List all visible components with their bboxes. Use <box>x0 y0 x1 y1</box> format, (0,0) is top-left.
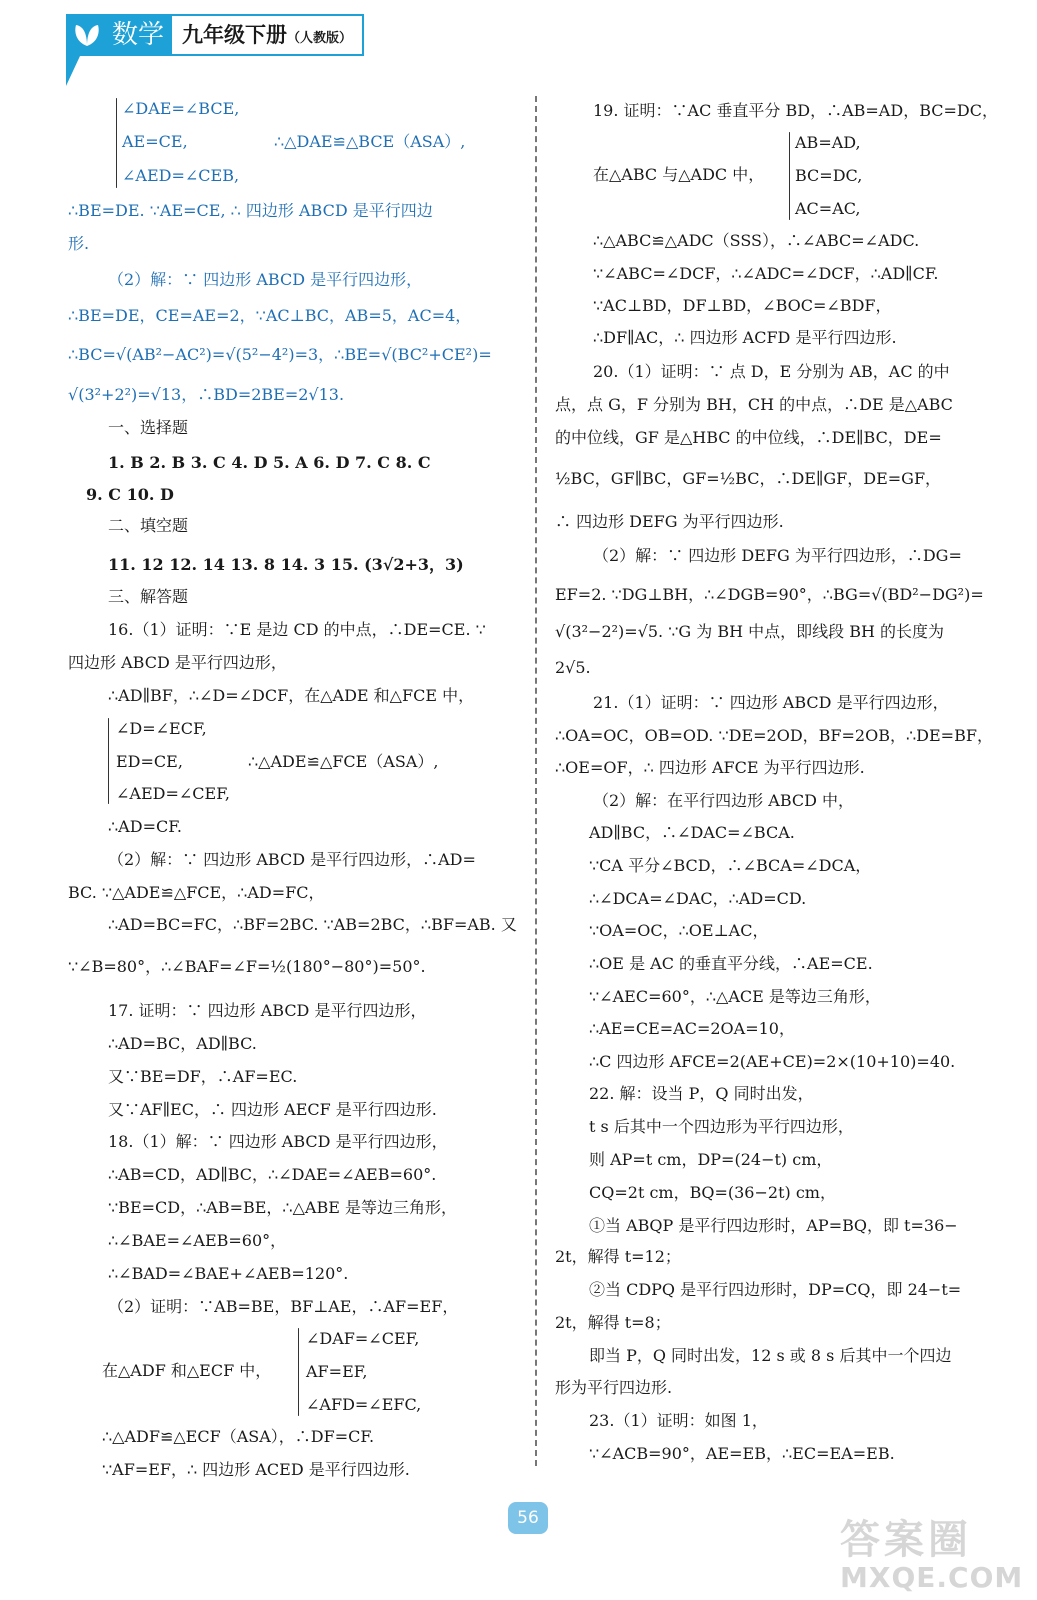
text-line: ∠AED=∠CEF, <box>116 784 230 803</box>
text-line: ∠AED=∠CEB, <box>122 166 240 185</box>
text-line: 23.（1）证明：如图 1， <box>589 1411 768 1430</box>
text-line: ∴BC=√(AB²−AC²)=√(5²−4²)=3，∴BE=√(BC²+CE²)= <box>68 345 492 364</box>
text-line: 9. C 10. D <box>86 485 174 504</box>
text-line: ∴DF∥AC，∴ 四边形 ACFD 是平行四边形. <box>593 328 897 347</box>
text-line: ∵∠ABC=∠DCF，∴∠ADC=∠DCF，∴AD∥CF. <box>593 264 939 283</box>
text-line: 又∵AF∥EC，∴ 四边形 AECF 是平行四边形. <box>108 1100 437 1119</box>
text-line: 18.（1）解：∵ 四边形 ABCD 是平行四边形， <box>108 1132 448 1151</box>
text-line: 21.（1）证明：∵ 四边形 ABCD 是平行四边形， <box>593 693 949 712</box>
book-title <box>172 14 364 56</box>
brace <box>108 718 109 804</box>
text-line: ∴AB=CD，AD∥BC，∴∠DAE=∠AEB=60°. <box>108 1165 437 1184</box>
text-line: （2）解：在平行四边形 ABCD 中， <box>593 791 855 810</box>
text-line: AF=EF, <box>306 1362 368 1381</box>
text-line: ∴AD=BC=FC，∴BF=2BC. ∵AB=2BC，∴BF=AB. 又 <box>108 915 517 934</box>
book-title-text: 九年级下册 <box>182 23 288 47</box>
text-line: CQ=2t cm，BQ=(36−2t) cm， <box>589 1183 836 1202</box>
text-line: ∴∠BAD=∠BAE+∠AEB=120°. <box>108 1264 349 1283</box>
text-line: 形. <box>68 234 90 253</box>
text-line: 即当 P，Q 同时出发，12 s 或 8 s 后其中一个四边 <box>589 1346 952 1365</box>
edition-text: （人教版） <box>287 31 353 46</box>
text-line: ∴C 四边形 AFCE=2(AE+CE)=2×(10+10)=40. <box>589 1052 956 1071</box>
text-line: （2）解：∵ 四边形 ABCD 是平行四边形，∴AD= <box>108 850 476 869</box>
text-line: ∴OE 是 AC 的垂直平分线，∴AE=CE. <box>589 954 873 973</box>
page-header <box>66 14 364 56</box>
brace <box>789 132 790 220</box>
section-heading: 二、填空题 <box>108 516 189 535</box>
text-line: ∵∠B=80°，∴∠BAF=∠F=½(180°−80°)=50°. <box>68 957 426 976</box>
text-line: ∴ 四边形 DEFG 为平行四边形. <box>555 512 784 531</box>
text-line: ∠DAF=∠CEF, <box>306 1329 420 1348</box>
text-line: 1. B 2. B 3. C 4. D 5. A 6. D 7. C 8. C <box>108 453 431 472</box>
column-divider <box>535 96 537 1466</box>
text-line: ∴∠BAE=∠AEB=60°， <box>108 1231 287 1250</box>
text-line: 形为平行四边形. <box>555 1378 673 1397</box>
page-number: 56 <box>508 1502 548 1534</box>
text-line: 2√5. <box>555 658 591 677</box>
text-line: AB=AD, <box>795 133 861 152</box>
text-line: 在△ADF 和△ECF 中， <box>102 1361 272 1380</box>
text-line: AC=AC, <box>795 199 861 218</box>
text-line: ∴∠DCA=∠DAC，∴AD=CD. <box>589 889 807 908</box>
text-line: √(3²−2²)=√5. ∵G 为 BH 中点，即线段 BH 的长度为 <box>555 622 945 641</box>
text-line: ∵∠ACB=90°，AE=EB，∴EC=EA=EB. <box>589 1444 895 1463</box>
text-line: ED=CE, <box>116 752 183 771</box>
text-line: ∴OE=OF，∴ 四边形 AFCE 为平行四边形. <box>555 758 865 777</box>
text-line: AE=CE, <box>122 132 188 151</box>
text-line: 的中位线，GF 是△HBC 的中位线，∴DE∥BC，DE= <box>555 428 942 447</box>
text-line: ∠DAE=∠BCE, <box>122 99 240 118</box>
brace <box>298 1328 299 1416</box>
watermark-line1: 答案圈 <box>840 1517 972 1563</box>
text-line: 在△ABC 与△ADC 中， <box>593 165 765 184</box>
text-line: AD∥BC，∴∠DAC=∠BCA. <box>589 823 795 842</box>
text-line: ∴△ADF≌△ECF（ASA），∴DF=CF. <box>102 1427 375 1446</box>
text-line: 22. 解：设当 P，Q 同时出发， <box>589 1084 814 1103</box>
text-line: ∵∠AEC=60°，∴△ACE 是等边三角形， <box>589 987 881 1006</box>
text-line: 20.（1）证明：∵ 点 D，E 分别为 AB，AC 的中 <box>593 362 950 381</box>
text-line: （2）解：∵ 四边形 ABCD 是平行四边形， <box>108 270 423 289</box>
text-line: ∴OA=OC，OB=OD. ∵DE=2OD，BF=2OB，∴DE=BF， <box>555 726 993 745</box>
header-tail <box>66 56 80 86</box>
text-line: ①当 ABQP 是平行四边形时，AP=BQ，即 t=36− <box>589 1216 958 1235</box>
text-line: ∵OA=OC，∴OE⊥AC， <box>589 921 769 940</box>
text-line: 四边形 ABCD 是平行四边形， <box>68 653 287 672</box>
text-line: ∴AE=CE=AC=2OA=10， <box>589 1019 795 1038</box>
leaf-icon <box>66 14 108 56</box>
text-line: 11. 12 12. 14 13. 8 14. 3 15. (3√2+3，3) <box>108 555 464 574</box>
text-line: ∴△ABC≌△ADC（SSS），∴∠ABC=∠ADC. <box>593 231 920 250</box>
text-line: 17. 证明：∵ 四边形 ABCD 是平行四边形， <box>108 1001 427 1020</box>
text-line: ∴BE=DE，CE=AE=2，∵AC⊥BC，AB=5，AC=4， <box>68 306 472 325</box>
text-line: ∵CA 平分∠BCD，∴∠BCA=∠DCA， <box>589 856 872 875</box>
text-line: ∠AFD=∠EFC, <box>306 1395 422 1414</box>
text-line: ∵AF=EF，∴ 四边形 ACED 是平行四边形. <box>102 1460 410 1479</box>
section-heading: 三、解答题 <box>108 587 189 606</box>
text-line: √(3²+2²)=√13，∴BD=2BE=2√13. <box>68 385 345 404</box>
text-line: ∵AC⊥BD，DF⊥BD，∠BOC=∠BDF， <box>593 296 892 315</box>
text-line: BC. ∵△ADE≌△FCE，∴AD=FC， <box>68 883 325 902</box>
text-line: BC=DC, <box>795 166 863 185</box>
watermark-line2: MXQE.COM <box>840 1561 1024 1594</box>
text-line: 点，点 G，F 分别为 BH，CH 的中点，∴DE 是△ABC <box>555 395 953 414</box>
text-line: ∴AD=BC，AD∥BC. <box>108 1034 257 1053</box>
text-line: 19. 证明：∵AC 垂直平分 BD，∴AB=AD，BC=DC， <box>593 101 998 120</box>
text-line: ∴AD=CF. <box>108 817 182 836</box>
text-line: ∵BE=CD，∴AB=BE，∴△ABE 是等边三角形， <box>108 1198 457 1217</box>
text-line: ②当 CDPQ 是平行四边形时，DP=CQ，即 24−t= <box>589 1280 962 1299</box>
text-line: 16.（1）证明：∵E 是边 CD 的中点，∴DE=CE. ∵ <box>108 620 486 639</box>
text-line: ∴AD∥BF，∴∠D=∠DCF，在△ADE 和△FCE 中， <box>108 686 475 705</box>
text-line: 又∵BE=DF，∴AF=EC. <box>108 1067 298 1086</box>
text-line: ½BC，GF∥BC，GF=½BC，∴DE∥GF，DE=GF， <box>555 469 942 488</box>
text-line: 2t，解得 t=8； <box>555 1313 671 1332</box>
section-heading: 一、选择题 <box>108 418 189 437</box>
text-line: ∴△ADE≌△FCE（ASA）, <box>248 752 439 771</box>
text-line: EF=2. ∵DG⊥BH，∴∠DGB=90°，∴BG=√(BD²−DG²)= <box>555 585 984 604</box>
text-line: ∠D=∠ECF, <box>116 719 207 738</box>
text-line: （2）证明：∵AB=BE，BF⊥AE，∴AF=EF， <box>108 1297 459 1316</box>
text-line: （2）解：∵ 四边形 DEFG 为平行四边形，∴DG= <box>593 546 962 565</box>
text-line: 则 AP=t cm，DP=(24−t) cm， <box>589 1150 833 1169</box>
text-line: 2t，解得 t=12； <box>555 1247 681 1266</box>
text-line: t s 后其中一个四边形为平行四边形， <box>589 1117 854 1136</box>
brace <box>116 98 117 188</box>
text-line: ∴BE=DE. ∵AE=CE, ∴ 四边形 ABCD 是平行四边 <box>68 201 433 220</box>
text-line: ∴△DAE≌△BCE（ASA）, <box>274 132 466 151</box>
watermark <box>840 1508 1023 1594</box>
subject-label: 数学 <box>108 14 172 56</box>
